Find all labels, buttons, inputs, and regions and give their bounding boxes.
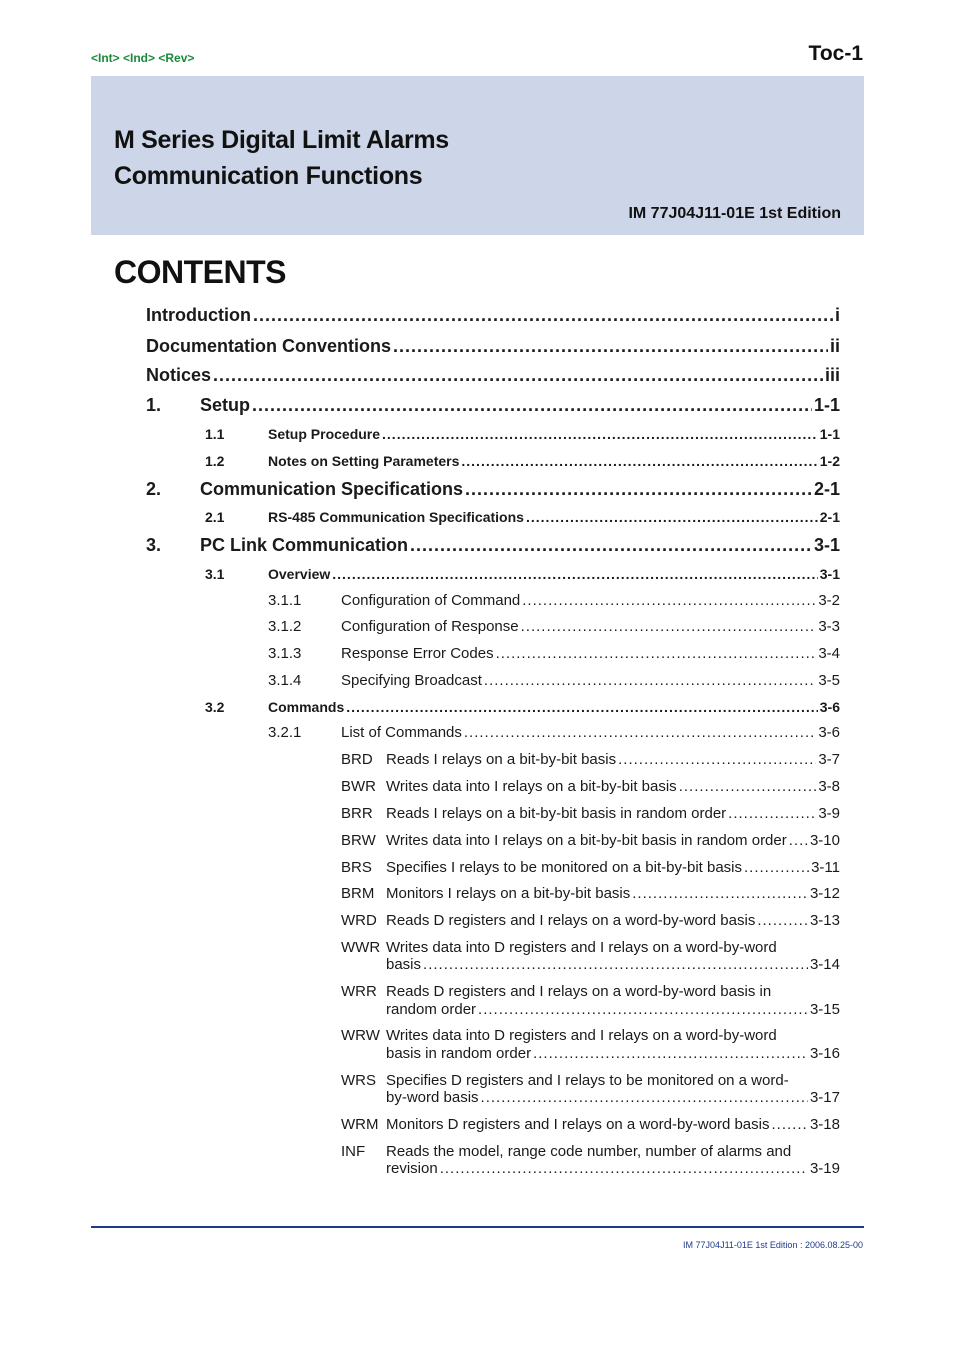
toc-entry-3-1-3[interactable] xyxy=(268,645,840,662)
toc-page: iii xyxy=(824,365,840,385)
toc-title: Notices xyxy=(146,365,212,385)
command-description-line1: Reads D registers and I relays on a word-by-word basis in xyxy=(386,983,772,1000)
contents-heading: CONTENTS xyxy=(114,254,286,290)
toc-page: 3-14 xyxy=(809,956,840,973)
toc-title: Communication Specifications xyxy=(200,479,464,499)
toc-number: 3.2.1 xyxy=(268,724,302,741)
toc-entry-command-inf[interactable] xyxy=(386,1160,840,1177)
dot-leader xyxy=(789,832,808,849)
toc-title: Overview xyxy=(268,566,331,582)
toc-entry-section-1[interactable] xyxy=(146,395,840,416)
toc-title: Writes data into I relays on a bit-by-bit basis in random order xyxy=(386,832,787,849)
toc-page: 3-16 xyxy=(809,1045,840,1062)
toc-number: 1. xyxy=(146,395,162,415)
toc-page: 3-2 xyxy=(818,592,840,609)
toc-entry-command-bwr[interactable] xyxy=(386,778,840,795)
toc-number: 3.1 xyxy=(205,566,225,582)
command-code: INF xyxy=(341,1143,366,1160)
toc-number: 1.1 xyxy=(205,426,225,442)
toc-title: Writes data into I relays on a bit-by-bit basis xyxy=(386,778,677,795)
toc-entry-command-brd[interactable] xyxy=(386,751,840,768)
toc-title: by-word basis xyxy=(386,1089,479,1106)
toc-title: PC Link Communication xyxy=(200,535,409,555)
toc-page: 3-15 xyxy=(809,1001,840,1018)
toc-page: 3-1 xyxy=(813,535,840,555)
dot-leader xyxy=(461,453,817,469)
toc-entry-command-brw[interactable] xyxy=(386,832,840,849)
toc-entry-1-1[interactable] xyxy=(205,426,840,442)
toc-entry-command-brm[interactable] xyxy=(386,885,840,902)
command-code: BRM xyxy=(341,885,375,902)
command-code: BWR xyxy=(341,778,376,795)
dot-leader xyxy=(484,672,816,689)
toc-entry-section-2[interactable] xyxy=(146,479,840,500)
footer-divider xyxy=(91,1226,864,1228)
toc-title: Notes on Setting Parameters xyxy=(268,453,460,469)
dot-leader xyxy=(346,699,818,715)
dot-leader xyxy=(440,1160,808,1177)
command-code: BRW xyxy=(341,832,376,849)
dot-leader xyxy=(464,724,816,741)
toc-number: 3.1.4 xyxy=(268,672,302,689)
toc-page: 3-9 xyxy=(818,805,840,822)
toc-entry-2-1[interactable] xyxy=(205,509,840,525)
command-description-line1: Writes data into D registers and I relays on a word-by-word xyxy=(386,939,777,956)
dot-leader xyxy=(526,509,818,525)
dot-leader xyxy=(410,535,812,556)
toc-number: 2. xyxy=(146,479,162,499)
toc-entry-3-2[interactable] xyxy=(205,699,840,715)
toc-page: 3-6 xyxy=(819,699,840,715)
page-label: Toc-1 xyxy=(808,42,863,65)
toc-entry-command-wrw[interactable] xyxy=(386,1045,840,1062)
toc-title: Setup xyxy=(200,395,251,415)
toc-entry-3-1[interactable] xyxy=(205,566,840,582)
dot-leader xyxy=(728,805,816,822)
toc-entry-introduction[interactable] xyxy=(146,305,840,326)
toc-page: 3-13 xyxy=(809,912,840,929)
command-code: BRD xyxy=(341,751,373,768)
toc-page: i xyxy=(834,305,840,325)
toc-title: RS-485 Communication Specifications xyxy=(268,509,524,525)
toc-entry-command-brr[interactable] xyxy=(386,805,840,822)
toc-entry-section-3[interactable] xyxy=(146,535,840,556)
toc-title: Commands xyxy=(268,699,345,715)
toc-title: Configuration of Command xyxy=(341,592,521,609)
toc-title: basis xyxy=(386,956,422,973)
toc-page: 2-1 xyxy=(813,479,840,499)
toc-title: Specifying Broadcast xyxy=(341,672,482,689)
toc-page: 3-5 xyxy=(818,672,840,689)
toc-number: 3.1.2 xyxy=(268,618,302,635)
toc-page: 3-4 xyxy=(818,645,840,662)
dot-leader xyxy=(382,426,818,442)
command-code: WRW xyxy=(341,1027,380,1044)
dot-leader xyxy=(393,336,828,357)
footer-doc-info: IM 77J04J11-01E 1st Edition : 2006.08.25-00 xyxy=(683,1240,863,1250)
revision-tags: <Int> <Ind> <Rev> xyxy=(91,51,195,65)
toc-page: 3-7 xyxy=(818,751,840,768)
toc-page: 3-12 xyxy=(809,885,840,902)
toc-number: 1.2 xyxy=(205,453,225,469)
command-code: BRS xyxy=(341,859,372,876)
toc-page: 3-10 xyxy=(809,832,840,849)
toc-page: 1-1 xyxy=(813,395,840,415)
command-description-line1: Specifies D registers and I relays to be monitored on a word- xyxy=(386,1072,789,1089)
toc-entry-command-wwr[interactable] xyxy=(386,956,840,973)
command-code: WWR xyxy=(341,939,381,956)
dot-leader xyxy=(618,751,816,768)
toc-title: basis in random order xyxy=(386,1045,532,1062)
dot-leader xyxy=(481,1089,808,1106)
toc-entry-documentation-conventions[interactable] xyxy=(146,336,840,357)
dot-leader xyxy=(332,566,818,582)
manual-title-line2: Communication Functions xyxy=(114,162,423,190)
command-code: WRS xyxy=(341,1072,376,1089)
toc-entry-notices[interactable] xyxy=(146,365,840,386)
toc-page: ii xyxy=(829,336,840,356)
toc-entry-3-1-4[interactable] xyxy=(268,672,840,689)
toc-page: 3-6 xyxy=(818,724,840,741)
dot-leader xyxy=(496,645,817,662)
dot-leader xyxy=(632,885,808,902)
command-description-line1: Writes data into D registers and I relays on a word-by-word xyxy=(386,1027,777,1044)
toc-title: random order xyxy=(386,1001,477,1018)
toc-page: 2-1 xyxy=(819,509,840,525)
toc-title: revision xyxy=(386,1160,438,1177)
toc-title: Documentation Conventions xyxy=(146,336,392,356)
toc-title: List of Commands xyxy=(341,724,462,741)
toc-title: Specifies I relays to be monitored on a bit-by-bit basis xyxy=(386,859,743,876)
command-code: WRM xyxy=(341,1116,379,1133)
toc-page: 3-3 xyxy=(818,618,840,635)
toc-entry-command-wrs[interactable] xyxy=(386,1089,840,1106)
dot-leader xyxy=(522,592,816,609)
toc-entry-command-wrr[interactable] xyxy=(386,1001,840,1018)
dot-leader xyxy=(465,479,812,500)
toc-title: Reads D registers and I relays on a word-by-word basis xyxy=(386,912,756,929)
toc-title: Setup Procedure xyxy=(268,426,381,442)
toc-title: Response Error Codes xyxy=(341,645,494,662)
title-banner xyxy=(91,76,864,235)
command-code: WRD xyxy=(341,912,377,929)
dot-leader xyxy=(478,1001,808,1018)
toc-entry-3-1-1[interactable] xyxy=(268,592,840,609)
toc-page: 3-18 xyxy=(809,1116,840,1133)
toc-page: 3-11 xyxy=(811,859,840,876)
dot-leader xyxy=(423,956,808,973)
toc-entry-3-1-2[interactable] xyxy=(268,618,840,635)
manual-title-line1: M Series Digital Limit Alarms xyxy=(114,126,449,154)
dot-leader xyxy=(253,305,833,326)
toc-page: 3-1 xyxy=(819,566,840,582)
toc-title: Monitors D registers and I relays on a word-by-word basis xyxy=(386,1116,770,1133)
toc-title: Reads I relays on a bit-by-bit basis xyxy=(386,751,617,768)
toc-number: 2.1 xyxy=(205,509,225,525)
toc-page: 1-1 xyxy=(819,426,840,442)
toc-title: Configuration of Response xyxy=(341,618,519,635)
toc-entry-3-2-1[interactable] xyxy=(268,724,840,741)
command-code: BRR xyxy=(341,805,373,822)
toc-number: 3.1.3 xyxy=(268,645,302,662)
toc-page: 3-8 xyxy=(818,778,840,795)
toc-page: 3-19 xyxy=(809,1160,840,1177)
dot-leader xyxy=(744,859,809,876)
toc-page: 3-17 xyxy=(809,1089,840,1106)
toc-title: Reads I relays on a bit-by-bit basis in random order xyxy=(386,805,727,822)
dot-leader xyxy=(213,365,823,386)
dot-leader xyxy=(679,778,817,795)
document-id: IM 77J04J11-01E 1st Edition xyxy=(628,205,841,222)
toc-title: Monitors I relays on a bit-by-bit basis xyxy=(386,885,631,902)
toc-entry-1-2[interactable] xyxy=(205,453,840,469)
dot-leader xyxy=(533,1045,808,1062)
toc-entry-command-wrm[interactable] xyxy=(386,1116,840,1133)
toc-entry-command-brs[interactable] xyxy=(386,859,840,876)
toc-page: 1-2 xyxy=(819,453,840,469)
toc-entry-command-wrd[interactable] xyxy=(386,912,840,929)
dot-leader xyxy=(771,1116,807,1133)
toc-title: Introduction xyxy=(146,305,251,325)
toc-number: 3. xyxy=(146,535,162,555)
toc-number: 3.1.1 xyxy=(268,592,302,609)
dot-leader xyxy=(757,912,808,929)
command-code: WRR xyxy=(341,983,377,1000)
dot-leader xyxy=(521,618,817,635)
toc-number: 3.2 xyxy=(205,699,225,715)
dot-leader xyxy=(252,395,812,416)
command-description-line1: Reads the model, range code number, number of alarms and xyxy=(386,1143,792,1160)
